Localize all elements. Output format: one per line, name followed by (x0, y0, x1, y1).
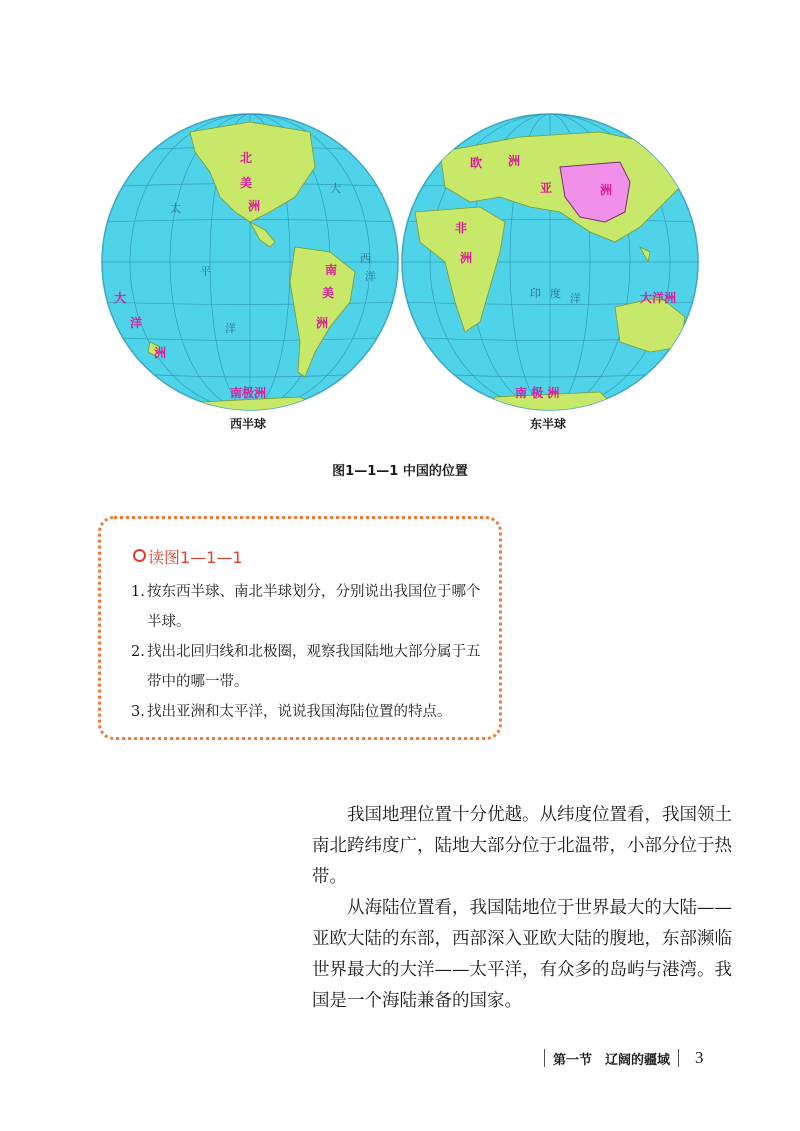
question-item (133, 637, 481, 697)
section-title: 第一节 辽阔的疆域 (553, 1052, 671, 1068)
eastern-hemisphere-map (400, 112, 700, 412)
question-item (133, 577, 481, 637)
circle-bullet-icon (133, 549, 146, 562)
read-map-box (98, 516, 502, 740)
svg-text:大洋洲: 大洋洲 (640, 291, 677, 305)
svg-text:洋: 洋 (365, 270, 376, 283)
svg-text:洋: 洋 (225, 322, 236, 335)
svg-text:太: 太 (170, 202, 181, 215)
question-item (133, 697, 481, 727)
eastern-hemisphere-label: 东半球 (530, 417, 567, 431)
read-map-title (133, 545, 243, 568)
read-map-title-text: 读图1—1—1 (148, 548, 243, 567)
western-hemisphere-map (100, 112, 400, 412)
svg-text:美: 美 (240, 176, 253, 190)
svg-text:非: 非 (455, 221, 468, 235)
svg-text:洲: 洲 (600, 183, 613, 197)
svg-text:南: 南 (325, 263, 338, 277)
hemisphere-figure (0, 0, 800, 440)
paragraph-land-sea: 从海陆位置看，我国陆地位于世界最大的大陆——亚欧大陆的东部，西部深入亚欧大陆的腹地，东部濒临世界最大的大洋——太平洋，有众多的岛屿与港湾。我国是一个海陆兼备的国家。 (312, 898, 732, 1011)
svg-text:亚: 亚 (540, 181, 553, 195)
svg-text:洲: 洲 (508, 154, 521, 168)
question-text: 找出亚洲和太平洋，说说我国海陆位置的特点。 (147, 704, 452, 720)
svg-text:南极洲: 南极洲 (230, 386, 267, 400)
question-number: 3. (131, 704, 145, 720)
question-number: 2. (131, 644, 145, 660)
svg-text:度: 度 (550, 287, 561, 300)
svg-text:欧: 欧 (470, 156, 483, 170)
question-number: 1. (131, 584, 145, 600)
svg-text:洲: 洲 (316, 316, 329, 330)
paragraph-latitude: 我国地理位置十分优越。从纬度位置看，我国领土南北跨纬度广，陆地大部分位于北温带，小部分位于热带。 (312, 805, 732, 887)
svg-text:大: 大 (114, 291, 127, 305)
figure-caption: 图1—1—1 中国的位置 (332, 464, 468, 479)
svg-text:平: 平 (200, 265, 211, 278)
svg-text:洲: 洲 (460, 251, 473, 265)
svg-text:印: 印 (530, 287, 541, 300)
svg-text:洋: 洋 (570, 292, 581, 305)
page-footer (536, 1048, 704, 1068)
divider (544, 1049, 545, 1067)
western-hemisphere-label: 西半球 (230, 417, 267, 431)
svg-text:洋: 洋 (130, 316, 143, 330)
svg-text:美: 美 (322, 286, 335, 300)
divider (678, 1049, 679, 1067)
question-text: 按东西半球、南北半球划分，分别说出我国位于哪个半球。 (147, 584, 481, 630)
svg-text:南 极 洲: 南 极 洲 (515, 386, 560, 400)
svg-text:洲: 洲 (248, 199, 261, 213)
svg-text:西: 西 (360, 252, 371, 265)
page-number: 3 (695, 1048, 704, 1067)
svg-text:大: 大 (330, 182, 341, 195)
body-text (312, 800, 732, 1017)
question-text: 找出北回归线和北极圈，观察我国陆地大部分属于五带中的哪一带。 (147, 644, 481, 690)
svg-text:洲: 洲 (154, 346, 167, 360)
svg-text:北: 北 (240, 151, 253, 165)
question-list (133, 577, 481, 727)
